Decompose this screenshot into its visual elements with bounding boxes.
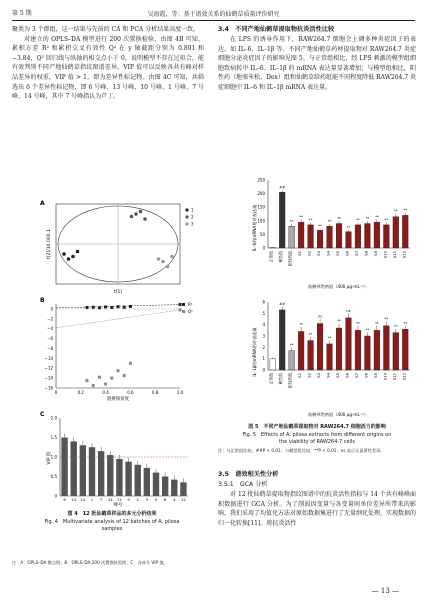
bar [298,222,304,248]
q2-point [179,308,182,311]
vip-bar [171,480,177,496]
legend-label: Q² [188,309,193,314]
vip-bar [125,462,131,496]
significance-label: ** [327,336,332,341]
bar [383,326,389,370]
category-label: S6 [344,251,350,256]
section-heading: 3.4 不同产地仙鹤草提取物抗炎活性比较 [218,26,335,33]
category-label: S7 [353,251,359,256]
legend-label: 3 [191,221,194,227]
r2-point [110,306,113,309]
bars [269,302,408,388]
vip-bar [162,477,168,497]
tick-label: 8 [163,497,167,502]
tick-label: −4 [47,326,53,332]
y-axis-label: t[2]/10 000.1 [47,229,52,259]
fig4-panel-c [12,408,212,508]
legend [182,302,193,314]
legend-marker [182,303,185,306]
right-column-text [218,25,416,93]
r2-point [104,305,107,308]
data-point [71,255,75,259]
significance-label: ** [384,218,389,223]
vip-bar [80,445,86,496]
significance-label: ** [403,207,408,212]
tick-label: −8 [47,345,53,351]
significance-label: ** [299,214,303,219]
tick-label: 2.0 [50,415,57,421]
fig5-chart-il1b [218,292,416,422]
category-label: S6 [344,373,350,378]
tick-label: 10 [80,497,86,502]
page-number: — 13 — [371,587,399,595]
significance-label: ## [279,302,286,307]
tick-label: −12 [44,365,53,371]
q2-point [104,383,107,386]
paragraph: 对建立的 OPLS–DA 模型进行 200 次置换检验，由图 4B 可知，累积方差 R² 和累积交叉有效性 Q² 在 y 轴截距分别为 0.891 和 −3.84，Q² 回归线与纵轴的相交点小于 0，说明模型不存在过拟合，能有效判别不同产地仙鹤草指纹图谱差异。VIP 值可以反映各共有峰对样品差异的权重，VIP 值 > 1，即为差异性标记物。由图 4C 可知，共筛选出 6 个差异性标记物，即 6 号峰、13 号峰、10 号峰、1 号峰、7 号峰、14 号峰，其中 7 号峰指认为芦丁。 [12,35,204,101]
bar [355,225,361,248]
group-label: 仙鹤草给药组（400 μg·mL⁻¹） [308,412,368,417]
category-label: S10 [382,251,388,259]
tick-label: 0.8 [152,390,159,395]
bar [393,333,399,370]
q2-regression-line [56,310,180,328]
legend-marker [185,208,188,211]
category-label: 正常组 [268,251,274,263]
significance-label: ** [394,324,398,329]
legend-label: R² [188,302,193,307]
bar [308,225,314,248]
r2-point [86,306,89,309]
data-point [166,265,170,269]
category-label: S4 [325,373,331,378]
vip-bar [116,459,122,496]
data-point [67,257,71,261]
x-axis-label: t[1] [113,290,123,295]
data-point [157,257,161,261]
figure-4 [12,196,212,548]
category-label: 正常组 [268,373,274,385]
significance-label: ** [365,328,370,333]
paragraph: 对 12 批仙鹤草提取物指纹图谱中的抗炎活性指标与 14 个共有峰峰面积数据进行 GCA 分析。为了削弱因变量与各变量间单位差异所带来的影响，我们采用了均值化方法对原始数据集进行了无量纲化处理，实现数据的归一化转换[11]。将抗炎活性 [218,491,417,527]
significance-label: ** [299,322,303,327]
legend-marker [185,222,188,225]
category-label: S5 [335,373,340,378]
legend [185,208,194,227]
significance-label: ## [279,185,286,190]
significance-label: ** [375,321,379,326]
category-label: 模型组 [278,251,284,263]
fig5-chart-il6 [218,170,416,290]
category-label: 阳性药组 [287,373,293,389]
tick-label: 5 [262,310,265,316]
bar [317,230,323,248]
panel-label: C [40,411,45,418]
left-column-text [12,25,204,102]
tick-label: −2 [47,316,53,322]
running-title: 吴海霞，等：基于谱效关系的仙鹤草质量评价研究 [147,11,280,18]
bar [279,310,285,370]
tick-label: −14 [44,375,53,381]
tick-label: 3 [145,497,149,502]
tick-label: 100 [257,218,265,224]
bar [336,224,342,248]
category-label: S2 [306,373,312,378]
vip-bar [180,482,186,496]
category-label: S12 [401,373,407,381]
tick-label: 12 [181,497,186,502]
tick-label: 200 [257,191,265,197]
q2-point [129,362,132,365]
tick-label: 250 [257,177,265,183]
panel-label: A [40,200,45,207]
vip-bar [61,438,67,497]
tick-label: 2 [262,344,265,350]
tick-label: 6 [262,299,265,305]
bars [269,186,408,267]
q2-point [123,374,126,377]
q2-point [92,384,95,387]
tick-label: −6 [47,336,53,342]
category-label: 模型组 [278,373,284,385]
tick-label: 0 [262,245,265,251]
figure-caption-en: samples [101,526,123,532]
tick-label: 0 [54,390,58,395]
category-label: S9 [372,373,378,378]
vip-bar [107,455,113,496]
bars [61,434,186,503]
section-heading: 3.5 谱效相关性分析 [218,471,279,478]
y-axis-label: VIP 值 [47,451,52,465]
category-label: S11 [391,373,397,381]
significance-label: ** [337,319,341,324]
category-label: S2 [306,251,312,256]
significance-label: ** [346,225,351,230]
tick-label: 0.6 [127,390,134,395]
bar [336,328,342,370]
tick-label: 5 [154,497,158,502]
figure-caption-cn: 图 5 不同产地仙鹤草提取物对 RAW264.7 细胞活力的影响 [248,424,386,430]
tick-label: 1 [262,356,265,362]
category-label: S11 [391,251,397,259]
fig4-panel-b [12,296,212,406]
r2-point [117,305,120,308]
category-label: S9 [372,251,378,256]
tick-label: 0.4 [102,390,109,395]
tick-label: 1.0 [50,454,57,460]
tick-label: 1.0 [176,390,184,395]
bar [374,222,380,248]
category-label: S8 [363,373,369,378]
bar [346,232,352,248]
tick-label: 0 [262,367,265,373]
y-axis-label: IL–6的mRNA相对表达量 [252,204,257,252]
figure-caption-en: Fig. 5 Effects of A. pilosa extracts from different origins on [242,432,392,438]
bar [346,318,352,370]
tick-label: 9 [127,497,130,502]
tick-label: 0 [54,493,57,499]
right-column-text-2 [218,470,416,528]
q2-point [110,377,113,380]
bar [308,341,314,370]
significance-label: ** [308,218,313,223]
figure-note: 注：A：OPLS–DA 散点图；B：OPLS–DA 200 次置换检验图；C：各成分 VIP 值。 [12,560,168,565]
tick-label: 13 [71,497,77,502]
category-label: S3 [316,251,322,256]
data-point [130,215,134,219]
category-label: S8 [363,251,369,256]
bar [402,329,408,370]
vip-bar [153,473,159,496]
significance-label: ns [346,308,351,313]
q2-point [98,376,101,379]
data-point [139,210,143,214]
category-label: S5 [335,251,340,256]
significance-label: ** [318,223,322,228]
bar [289,351,295,370]
issue-number: 第 5 期 [12,9,32,17]
r2-point [98,306,101,309]
r2-point [129,305,132,308]
bar [279,192,285,248]
tick-label: 50 [259,231,265,237]
tick-label: 14 [107,497,113,502]
bar [298,331,304,370]
tick-label: 150 [257,204,265,210]
figure-caption-en: Fig. 4 Multivariate analysis of 12 batches of A. pilosa [44,519,180,525]
data-point [143,217,147,221]
significance-label: ** [327,219,332,224]
tick-label: 7 [99,497,103,502]
x-axis-label: 峰号 [113,503,123,508]
legend-marker [185,215,188,218]
axes [45,304,184,395]
significance-label: ** [375,214,379,219]
data-point [134,212,138,216]
tick-label: 1.5 [50,435,57,440]
data-point [62,252,66,256]
figure-note: 注：与正常组比较，##P < 0.01；与模型组比较，**P < 0.01；ns 表示无显著性差异。 [218,448,385,453]
category-label: S4 [325,251,331,256]
data-point [161,260,165,264]
data-point [76,250,80,254]
category-label: S1 [297,251,303,256]
bar [355,330,361,370]
r2-point [92,306,95,309]
fig4-panel-a [12,196,212,296]
header-rule [12,20,415,21]
category-label: S7 [353,373,359,378]
tick-label: 2 [136,497,139,502]
vip-bar [144,468,150,496]
group-label: 仙鹤草给药组（400 μg·mL⁻¹） [308,284,368,289]
vip-bar [135,465,141,496]
significance-label: ** [384,316,389,321]
bar [374,330,380,370]
panel-label: B [40,297,45,304]
paragraph: 在 LPS 的诱导作用下，RAW264.7 细胞会上调多种炎症因子的表达，如 IL–6、IL–1β 等。不同产地仙鹤草药材提取物对 RAW264.7 炎症细胞分泌炎症因子的影响见图 5。与正常组相比，经 LPS 刺激的模型组细胞致病转中 IL–6、IL–1β 的 mRNA 表达量显著增加；与模型组相比，阳性药（地塞米松，Dex）组和仙鹤草给药组能不同程度降低 RAW264.7 炎症细胞中 IL–6 和 IL–1β mRNA 表达量。 [218,36,416,91]
x-axis-label: 置换保留度 [106,397,130,402]
significance-label: ** [289,219,294,224]
subsection-heading: 3.5.1 GCA 分析 [218,481,268,488]
significance-label: ** [356,218,360,223]
vip-bar [98,451,104,496]
tick-label: 3 [262,333,265,339]
tick-label: −16 [44,385,53,391]
q2-point [86,379,89,382]
category-label: S10 [382,373,388,381]
r2-point [123,306,126,309]
significance-label: ** [403,321,408,326]
bar [365,224,371,248]
bar [402,215,408,248]
significance-label: ns [317,314,323,319]
tick-label: 4 [173,497,176,502]
significance-label: ** [337,216,341,221]
tick-label: 4 [262,322,265,328]
tick-label: −10 [44,355,53,361]
tick-label: 11 [117,497,122,502]
significance-label: ** [356,321,360,326]
figure-caption-cn: 图 4 12 批仙鹤草样品的多元分析结果 [67,511,157,517]
y-axis-label: IL–1β的mRNA相对表达量 [252,327,257,377]
r2-point [179,303,182,306]
bar [383,225,389,248]
figure-caption-en: the viability of RAW264.7 cells [279,439,355,445]
tick-label: 0.5 [50,474,57,479]
legend-label: 2 [191,214,194,220]
bar [327,344,333,370]
significance-label: ** [394,208,398,213]
bar [270,247,276,248]
tick-label: 0 [50,306,53,312]
category-label: S12 [401,251,407,259]
tick-label: 0.2 [77,390,84,395]
data-point [170,255,174,259]
significance-label: ** [365,216,370,221]
vip-bar [89,447,95,496]
category-label: S1 [297,373,303,378]
legend-label: 1 [191,207,194,213]
significance-label: ** [308,332,313,337]
category-label: S3 [316,373,322,378]
tick-label: 6 [63,497,66,502]
bar [327,226,333,248]
legend-marker [182,310,185,313]
scatter-points [56,303,182,387]
bar [393,217,399,248]
category-label: 阳性药组 [287,251,293,267]
vip-bar [71,441,77,496]
bar [289,226,295,248]
significance-label: ** [289,342,294,347]
tick-label: 1 [90,497,94,502]
paragraph: 聚类为 3 个群组，这一结果与先前的 CA 和 PCA 分析结果高度一致。 [12,26,200,33]
bar [270,359,276,370]
q2-point [117,369,120,372]
bar [317,324,323,370]
bar [365,336,371,370]
